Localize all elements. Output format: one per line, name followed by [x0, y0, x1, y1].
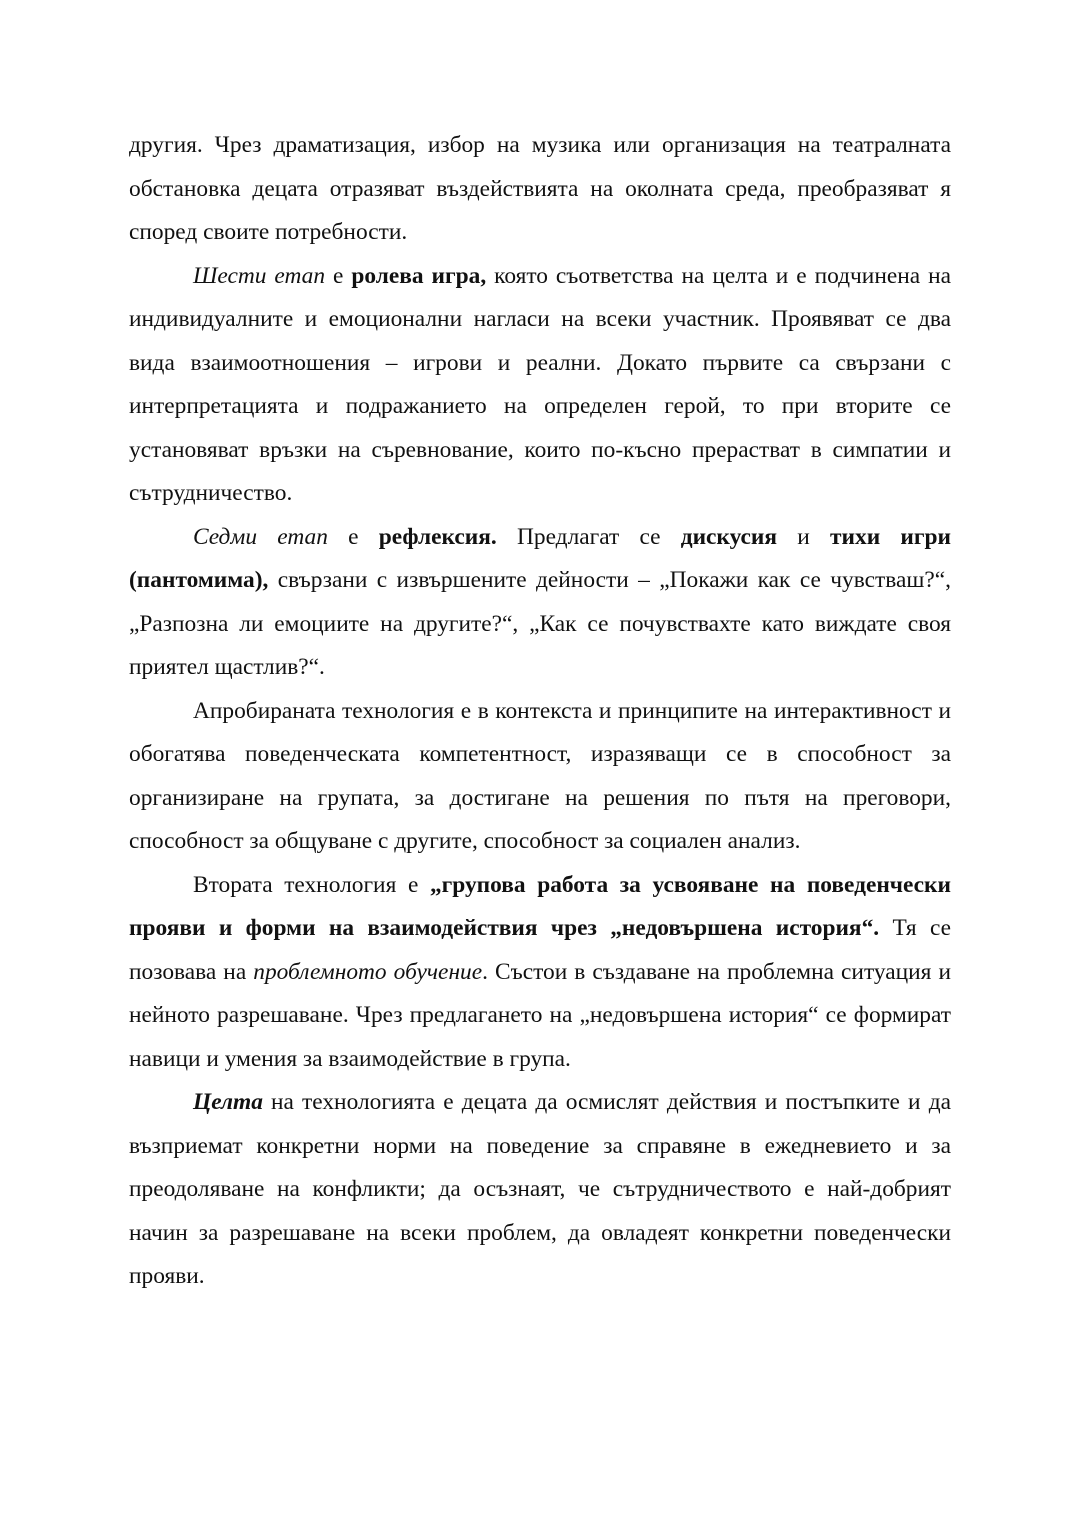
- paragraph-3: [129, 516, 951, 690]
- paragraph-6: [129, 1081, 951, 1299]
- text-run: . Състои в създаване на проблемна ситуация и нейното разрешаване. Чрез предлагането на „недовършена история“ се формират навици и умения за взаимодействие в група.: [129, 958, 951, 1072]
- paragraph-5: [129, 864, 951, 1082]
- text-run: Апробираната технология е в контекста и принципите на интерактивност и обогатява поведенческата компетентност, изразяващи се в способност за организиране на групата, за достигане на решения по пътя на преговори, способност за общуване с другите, способност за социален анализ.: [129, 697, 951, 854]
- stage-seven-label: Седми етап: [193, 523, 328, 550]
- reflection-term: рефлексия.: [378, 523, 497, 550]
- text-run: другия. Чрез драматизация, избор на музика или организация на театралната обстановка децата отразяват въздействията на околната среда, преобразяват я според своите потребности.: [129, 132, 951, 245]
- text-run: Втората технология е: [193, 871, 430, 898]
- discussion-term: дискусия: [680, 523, 778, 550]
- quiet-games-term: тихи игри (пантомима),: [129, 523, 951, 593]
- text-run: Предлагат се: [496, 523, 681, 550]
- paragraph-4: [129, 690, 951, 864]
- role-play-term: ролева игра,: [351, 262, 487, 289]
- text-run: и: [777, 523, 831, 550]
- document-body: [129, 124, 951, 1299]
- text-run: е: [325, 262, 352, 289]
- text-run: Тя се позовава на: [129, 915, 951, 985]
- paragraph-2: [129, 255, 951, 516]
- goal-term: Целта: [193, 1089, 263, 1115]
- text-run: свързани с извършените дейности – „Покажи как се чувстваш?“, „Разпозна ли емоциите на другите?“, „Как се почувствахте като виждате своя приятел щастлив?“.: [129, 567, 951, 680]
- problem-learning-term: проблемното обучение: [253, 958, 483, 985]
- second-technology-title: „групова работа за усвояване на поведенчески прояви и форми на взаимодействия чрез „недовършена история“.: [129, 871, 951, 941]
- text-run: на технологията е децата да осмислят действия и постъпките и да възприемат конкретни норми на поведение за справяне в ежедневието и за преодоляване на конфликти; да осъзнаят, че сътрудничеството е най-добрият начин за разрешаване на всеки проблем, да овладеят конкретни поведенчески прояви.: [129, 1089, 951, 1289]
- text-run: е: [327, 523, 379, 550]
- paragraph-1: [129, 124, 951, 255]
- text-run: която съответства на целта и е подчинена на индивидуалните и емоционални нагласи на всеки участник. Проявяват се два вида взаимоотношения – игрови и реални. Докато първите са свързани с интерпретацията и подражанието на определен герой, то при вторите се установяват връзки на съревнование, които по-късно прерастват в симпатии и сътрудничество.: [129, 262, 951, 506]
- stage-six-label: Шести етап: [193, 262, 326, 289]
